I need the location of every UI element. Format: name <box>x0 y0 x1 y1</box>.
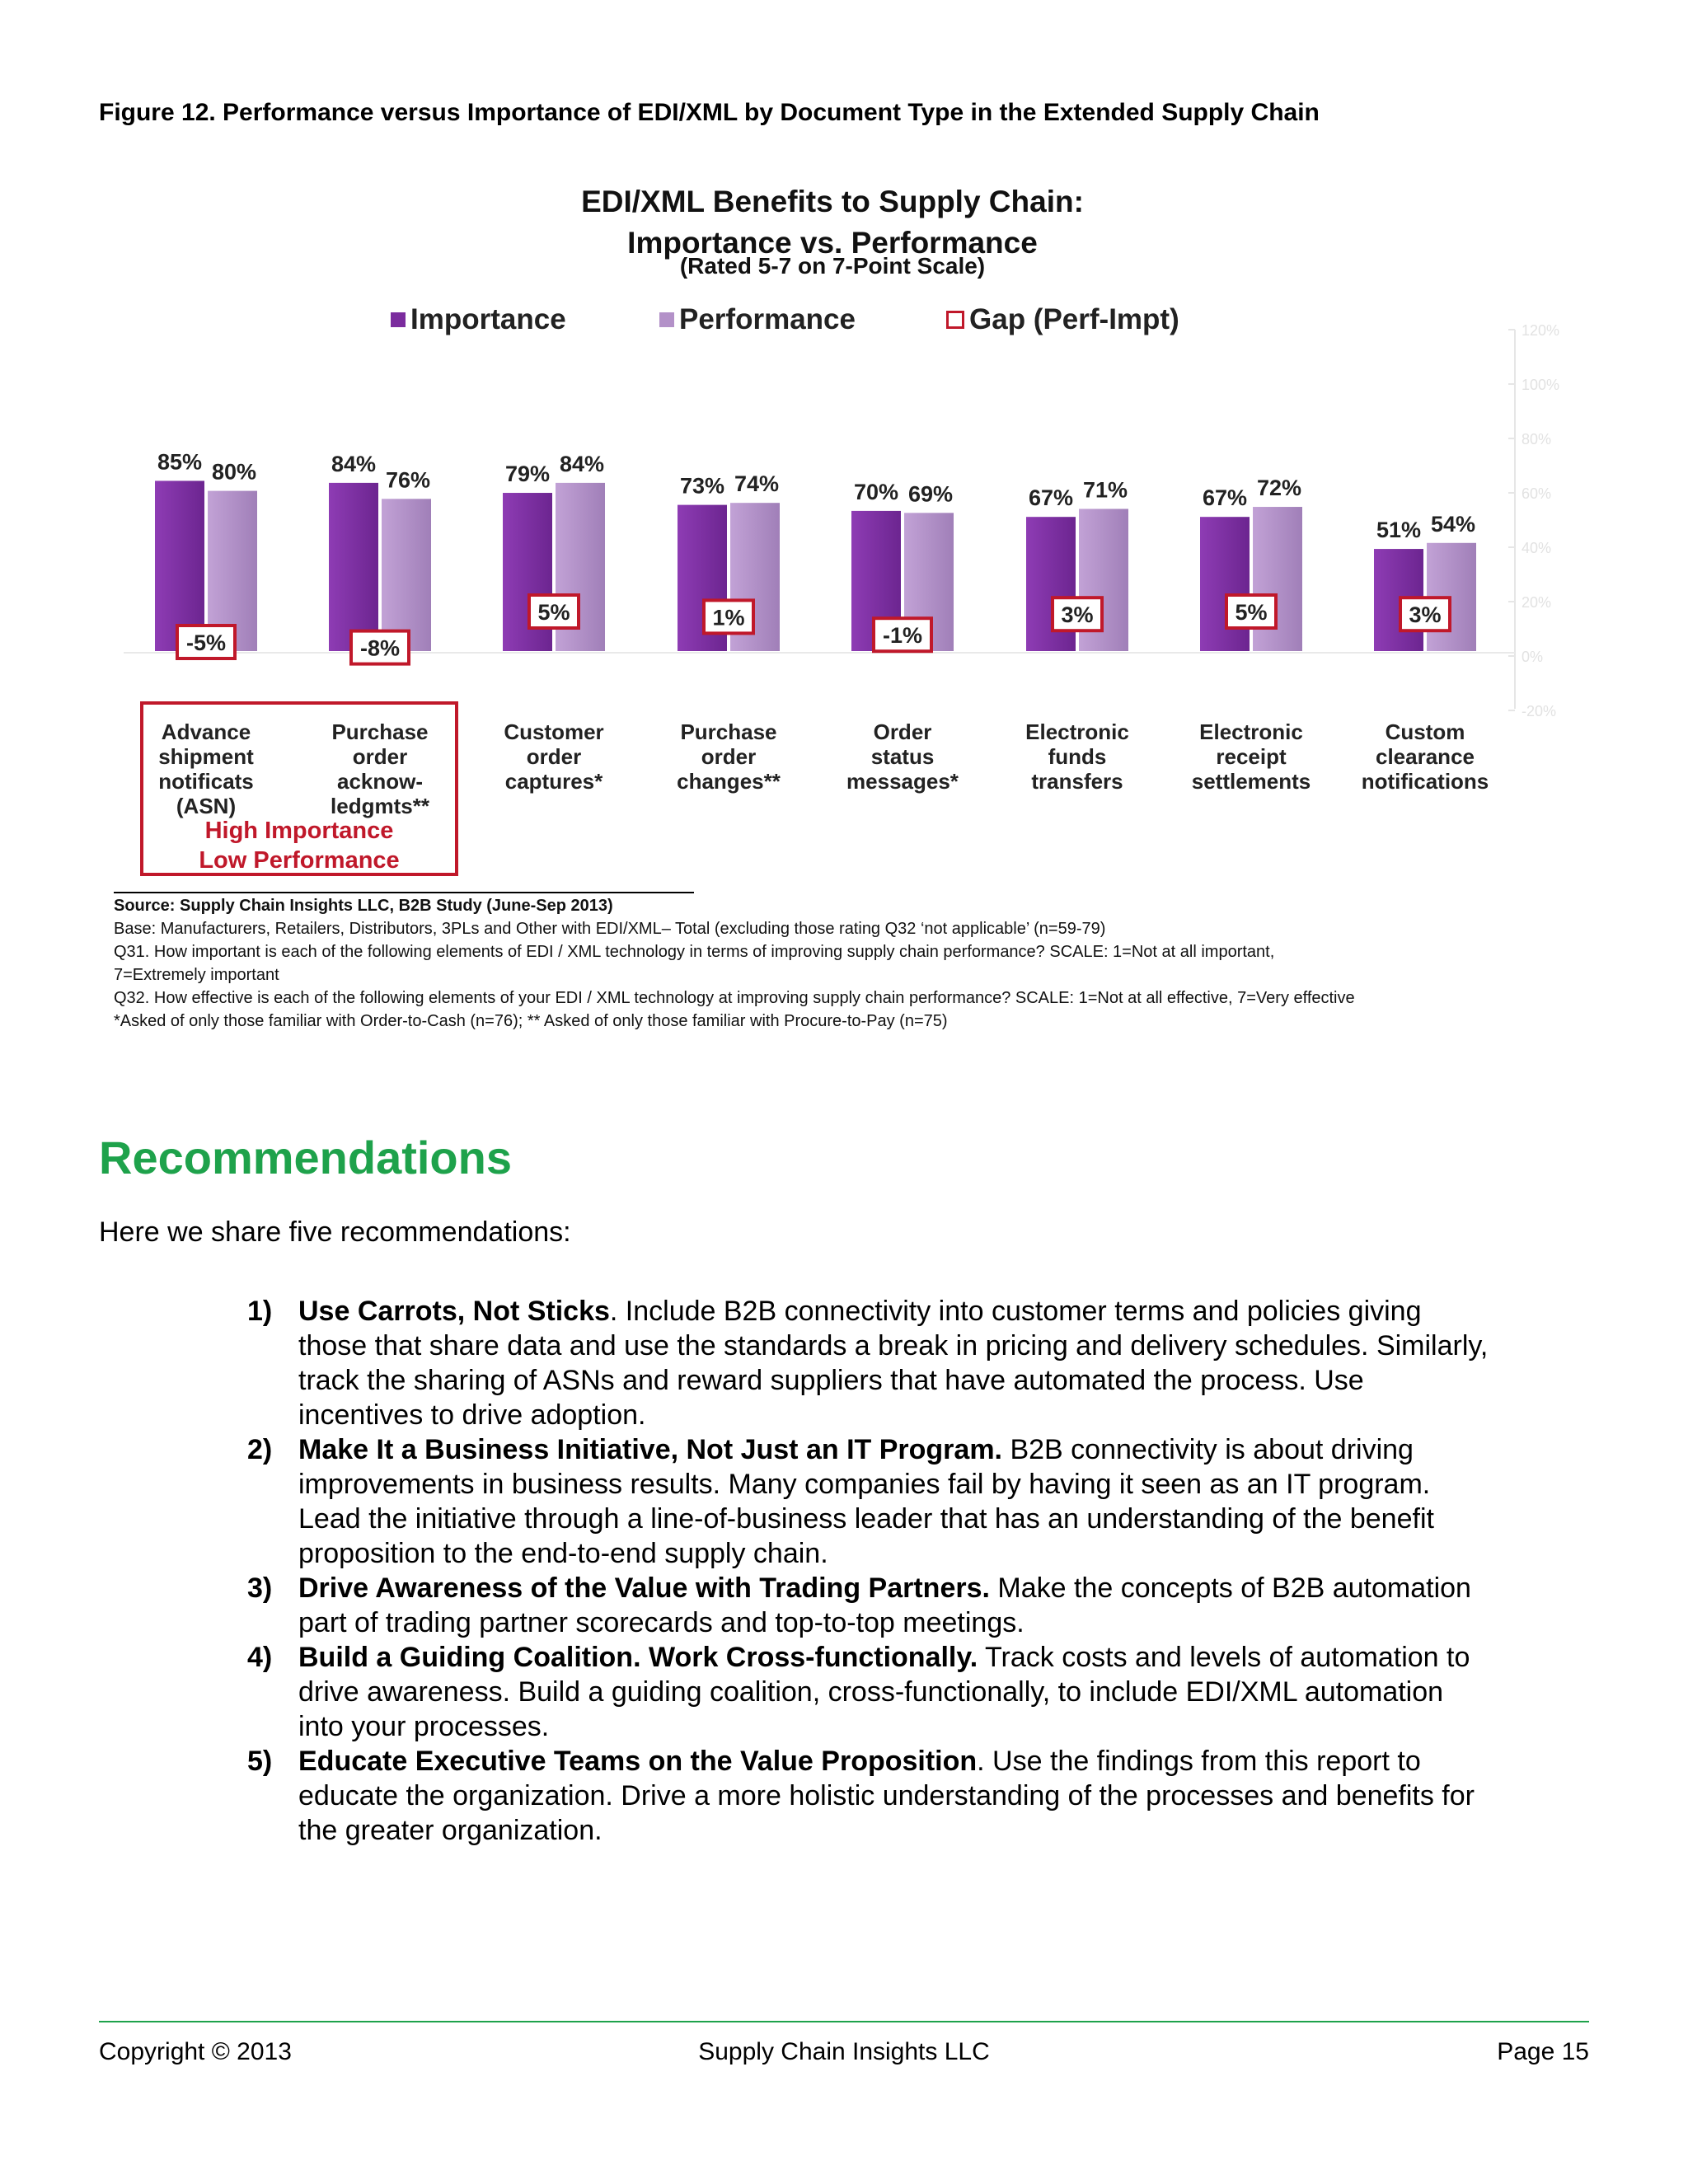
data-label-importance: 79% <box>504 462 551 487</box>
legend-gap-label: Gap (Perf-Impt) <box>969 303 1179 335</box>
category-label-line: receipt <box>1216 744 1287 769</box>
recommendation-line <box>298 1571 1650 1605</box>
recommendation-title: Use Carrots, Not Sticks <box>298 1296 610 1327</box>
recommendation-line: track the sharing of ASNs and reward suppliers that have automated the process. Use <box>298 1365 1364 1396</box>
category-label-line: Order <box>873 719 932 744</box>
data-label-importance: 84% <box>331 451 377 476</box>
category-label <box>1169 719 1334 794</box>
recommendation-line: improvements in business results. Many companies fail by having it seen as an IT program. <box>298 1469 1431 1500</box>
data-label-importance: 85% <box>157 449 203 475</box>
footer-divider <box>99 2021 1589 2022</box>
category-label <box>1343 719 1507 794</box>
footer-copyright: Copyright © 2013 <box>99 2038 292 2065</box>
recommendation-number: 2) <box>247 1434 273 1465</box>
recommendation-line: drive awareness. Build a guiding coalition, cross-functionally, to include EDI/XML automation <box>298 1676 1444 1708</box>
y-axis-tick-label: 20% <box>1522 594 1552 611</box>
recommendation-line: Lead the initiative through a line-of-business leader that has an understanding of the benefit <box>298 1503 1434 1535</box>
recommendation-text: B2B connectivity is about driving <box>1002 1434 1414 1465</box>
category-label-line: (ASN) <box>176 794 237 818</box>
note-q31: Q31. How important is each of the following elements of EDI / XML technology in terms of improving supply chain performance? SCALE: 1=Not at all important, <box>114 943 1275 961</box>
recommendation-number: 4) <box>247 1642 273 1673</box>
gap-label: -8% <box>359 635 401 661</box>
data-label-performance: 84% <box>559 451 605 476</box>
data-label-performance: 69% <box>907 481 954 507</box>
figure-caption: Figure 12. Performance versus Importance of EDI/XML by Document Type in the Extended Supply Chain <box>99 99 1320 126</box>
data-label-performance: 54% <box>1430 511 1476 537</box>
category-label-line: shipment <box>158 744 254 769</box>
category-label-line: messages* <box>846 769 959 794</box>
y-axis-tick-label: 120% <box>1522 322 1560 339</box>
category-label-line: funds <box>1048 744 1107 769</box>
recommendation-title: Educate Executive Teams on the Value Proposition <box>298 1746 978 1777</box>
data-label-importance: 73% <box>679 473 725 499</box>
chart-title-line2: Importance vs. Performance <box>627 226 1038 260</box>
bar-importance <box>1200 517 1250 651</box>
recommendation-number: 5) <box>247 1746 273 1777</box>
footer-company: Supply Chain Insights LLC <box>698 2038 990 2065</box>
category-label-line: transfers <box>1031 769 1123 794</box>
callout-line1: High Importance <box>204 818 394 844</box>
data-label-performance: 71% <box>1082 477 1128 503</box>
recommendation-number: 3) <box>247 1572 273 1604</box>
category-label-line: Electronic <box>1199 719 1303 744</box>
recommendation-number: 1) <box>247 1296 273 1327</box>
data-label-importance: 67% <box>1202 485 1248 511</box>
category-label <box>646 719 811 794</box>
source-line: Source: Supply Chain Insights LLC, B2B Study (June-Sep 2013) <box>114 897 613 915</box>
gap-label: 1% <box>712 605 745 630</box>
recommendation-title: Make It a Business Initiative, Not Just an IT Program. <box>298 1434 1003 1465</box>
y-axis-tick-label: 60% <box>1522 485 1552 502</box>
data-label-performance: 74% <box>734 471 780 497</box>
category-label-line: clearance <box>1376 744 1475 769</box>
recommendations-heading: Recommendations <box>99 1132 512 1183</box>
recommendation-line <box>298 1640 1650 1675</box>
y-axis-tick-label: 80% <box>1522 431 1552 448</box>
recommendation-line <box>298 1744 1650 1779</box>
gap-label: -5% <box>185 630 227 655</box>
category-label-line: order <box>701 744 757 769</box>
recommendation-line: those that share data and use the standards a break in pricing and delivery schedules. Similarly, <box>298 1330 1489 1361</box>
data-label-performance: 76% <box>385 467 431 493</box>
recommendation-line: into your processes. <box>298 1711 550 1742</box>
recommendation-line <box>298 1294 1650 1329</box>
bar-performance <box>382 499 431 651</box>
recommendation-text: . Include B2B connectivity into customer terms and policies giving <box>609 1296 1422 1327</box>
y-axis-tick-label: 0% <box>1522 649 1544 665</box>
chart-plot <box>0 313 1566 719</box>
chart-subtitle: (Rated 5-7 on 7-Point Scale) <box>679 253 986 279</box>
y-axis-tick-label: 100% <box>1522 377 1560 393</box>
recommendation-text: . Use the findings from this report to <box>977 1746 1421 1777</box>
category-label-line: ledgmts** <box>331 794 429 818</box>
category-label <box>471 719 636 794</box>
note-asked: *Asked of only those familiar with Order-to-Cash (n=76); ** Asked of only those familiar with Procure-to-Pay (n=75) <box>114 1012 948 1030</box>
category-label-line: captures* <box>504 769 603 794</box>
category-label-line: Purchase <box>331 719 429 744</box>
gap-label: 3% <box>1061 602 1094 628</box>
category-label-line: Purchase <box>680 719 777 744</box>
category-label-line: Advance <box>161 719 251 744</box>
category-label-line: Electronic <box>1025 719 1129 744</box>
recommendation-title: Drive Awareness of the Value with Trading Partners. <box>298 1572 990 1604</box>
category-label-line: status <box>870 744 935 769</box>
footer-page-number: Page 15 <box>1497 2038 1589 2065</box>
legend-importance-label: Importance <box>410 303 566 335</box>
recommendation-line: proposition to the end-to-end supply chain. <box>298 1538 828 1569</box>
note-q32: Q32. How effective is each of the following elements of your EDI / XML technology at improving supply chain performance? SCALE: 1=Not at all effective, 7=Very effective <box>114 989 1355 1007</box>
category-label-line: settlements <box>1191 769 1311 794</box>
data-label-importance: 70% <box>853 479 899 504</box>
callout-text <box>140 816 458 875</box>
note-base: Base: Manufacturers, Retailers, Distributors, 3PLs and Other with EDI/XML– Total (excluding those rating Q32 ‘not applicable’ (n=59-79) <box>114 920 1106 938</box>
recommendation-line: educate the organization. Drive a more holistic understanding of the processes and benefits for <box>298 1780 1475 1811</box>
legend-performance-label: Performance <box>679 303 856 335</box>
recommendation-line: part of trading partner scorecards and top-to-top meetings. <box>298 1607 1025 1638</box>
recommendation-title: Build a Guiding Coalition. Work Cross-functionally. <box>298 1642 978 1673</box>
gap-label: 5% <box>537 600 570 625</box>
chart-title <box>0 181 1665 264</box>
category-label-line: notificats <box>158 769 254 794</box>
y-axis-tick-label: 40% <box>1522 540 1552 556</box>
data-label-performance: 72% <box>1256 476 1302 501</box>
category-label-line: order <box>352 744 408 769</box>
category-label-line: acknow- <box>336 769 424 794</box>
recommendations-intro: Here we share five recommendations: <box>99 1216 571 1248</box>
category-label <box>820 719 985 794</box>
category-label <box>995 719 1160 794</box>
chart-title-line1: EDI/XML Benefits to Supply Chain: <box>581 185 1084 218</box>
recommendation-line: incentives to drive adoption. <box>298 1399 646 1431</box>
callout-line2: Low Performance <box>199 847 400 874</box>
gap-label: 3% <box>1409 602 1442 628</box>
gap-label: -1% <box>882 623 923 649</box>
source-divider <box>114 892 694 893</box>
category-label-line: order <box>526 744 582 769</box>
gap-label: 5% <box>1235 600 1268 625</box>
bar-importance <box>329 483 378 651</box>
note-q31-scale: 7=Extremely important <box>114 966 279 984</box>
recommendation-text: Make the concepts of B2B automation <box>989 1572 1471 1604</box>
category-label-line: notifications <box>1361 769 1489 794</box>
data-label-performance: 80% <box>211 459 257 485</box>
data-label-importance: 51% <box>1376 518 1422 543</box>
category-label-line: Customer <box>504 719 604 744</box>
data-label-importance: 67% <box>1028 485 1074 511</box>
recommendation-text: Track costs and levels of automation to <box>978 1642 1470 1673</box>
recommendation-line <box>298 1432 1650 1467</box>
y-axis-tick-label: -20% <box>1522 703 1557 719</box>
category-label-line: changes** <box>677 769 781 794</box>
recommendation-line: the greater organization. <box>298 1815 603 1846</box>
category-label-line: Custom <box>1385 719 1465 744</box>
